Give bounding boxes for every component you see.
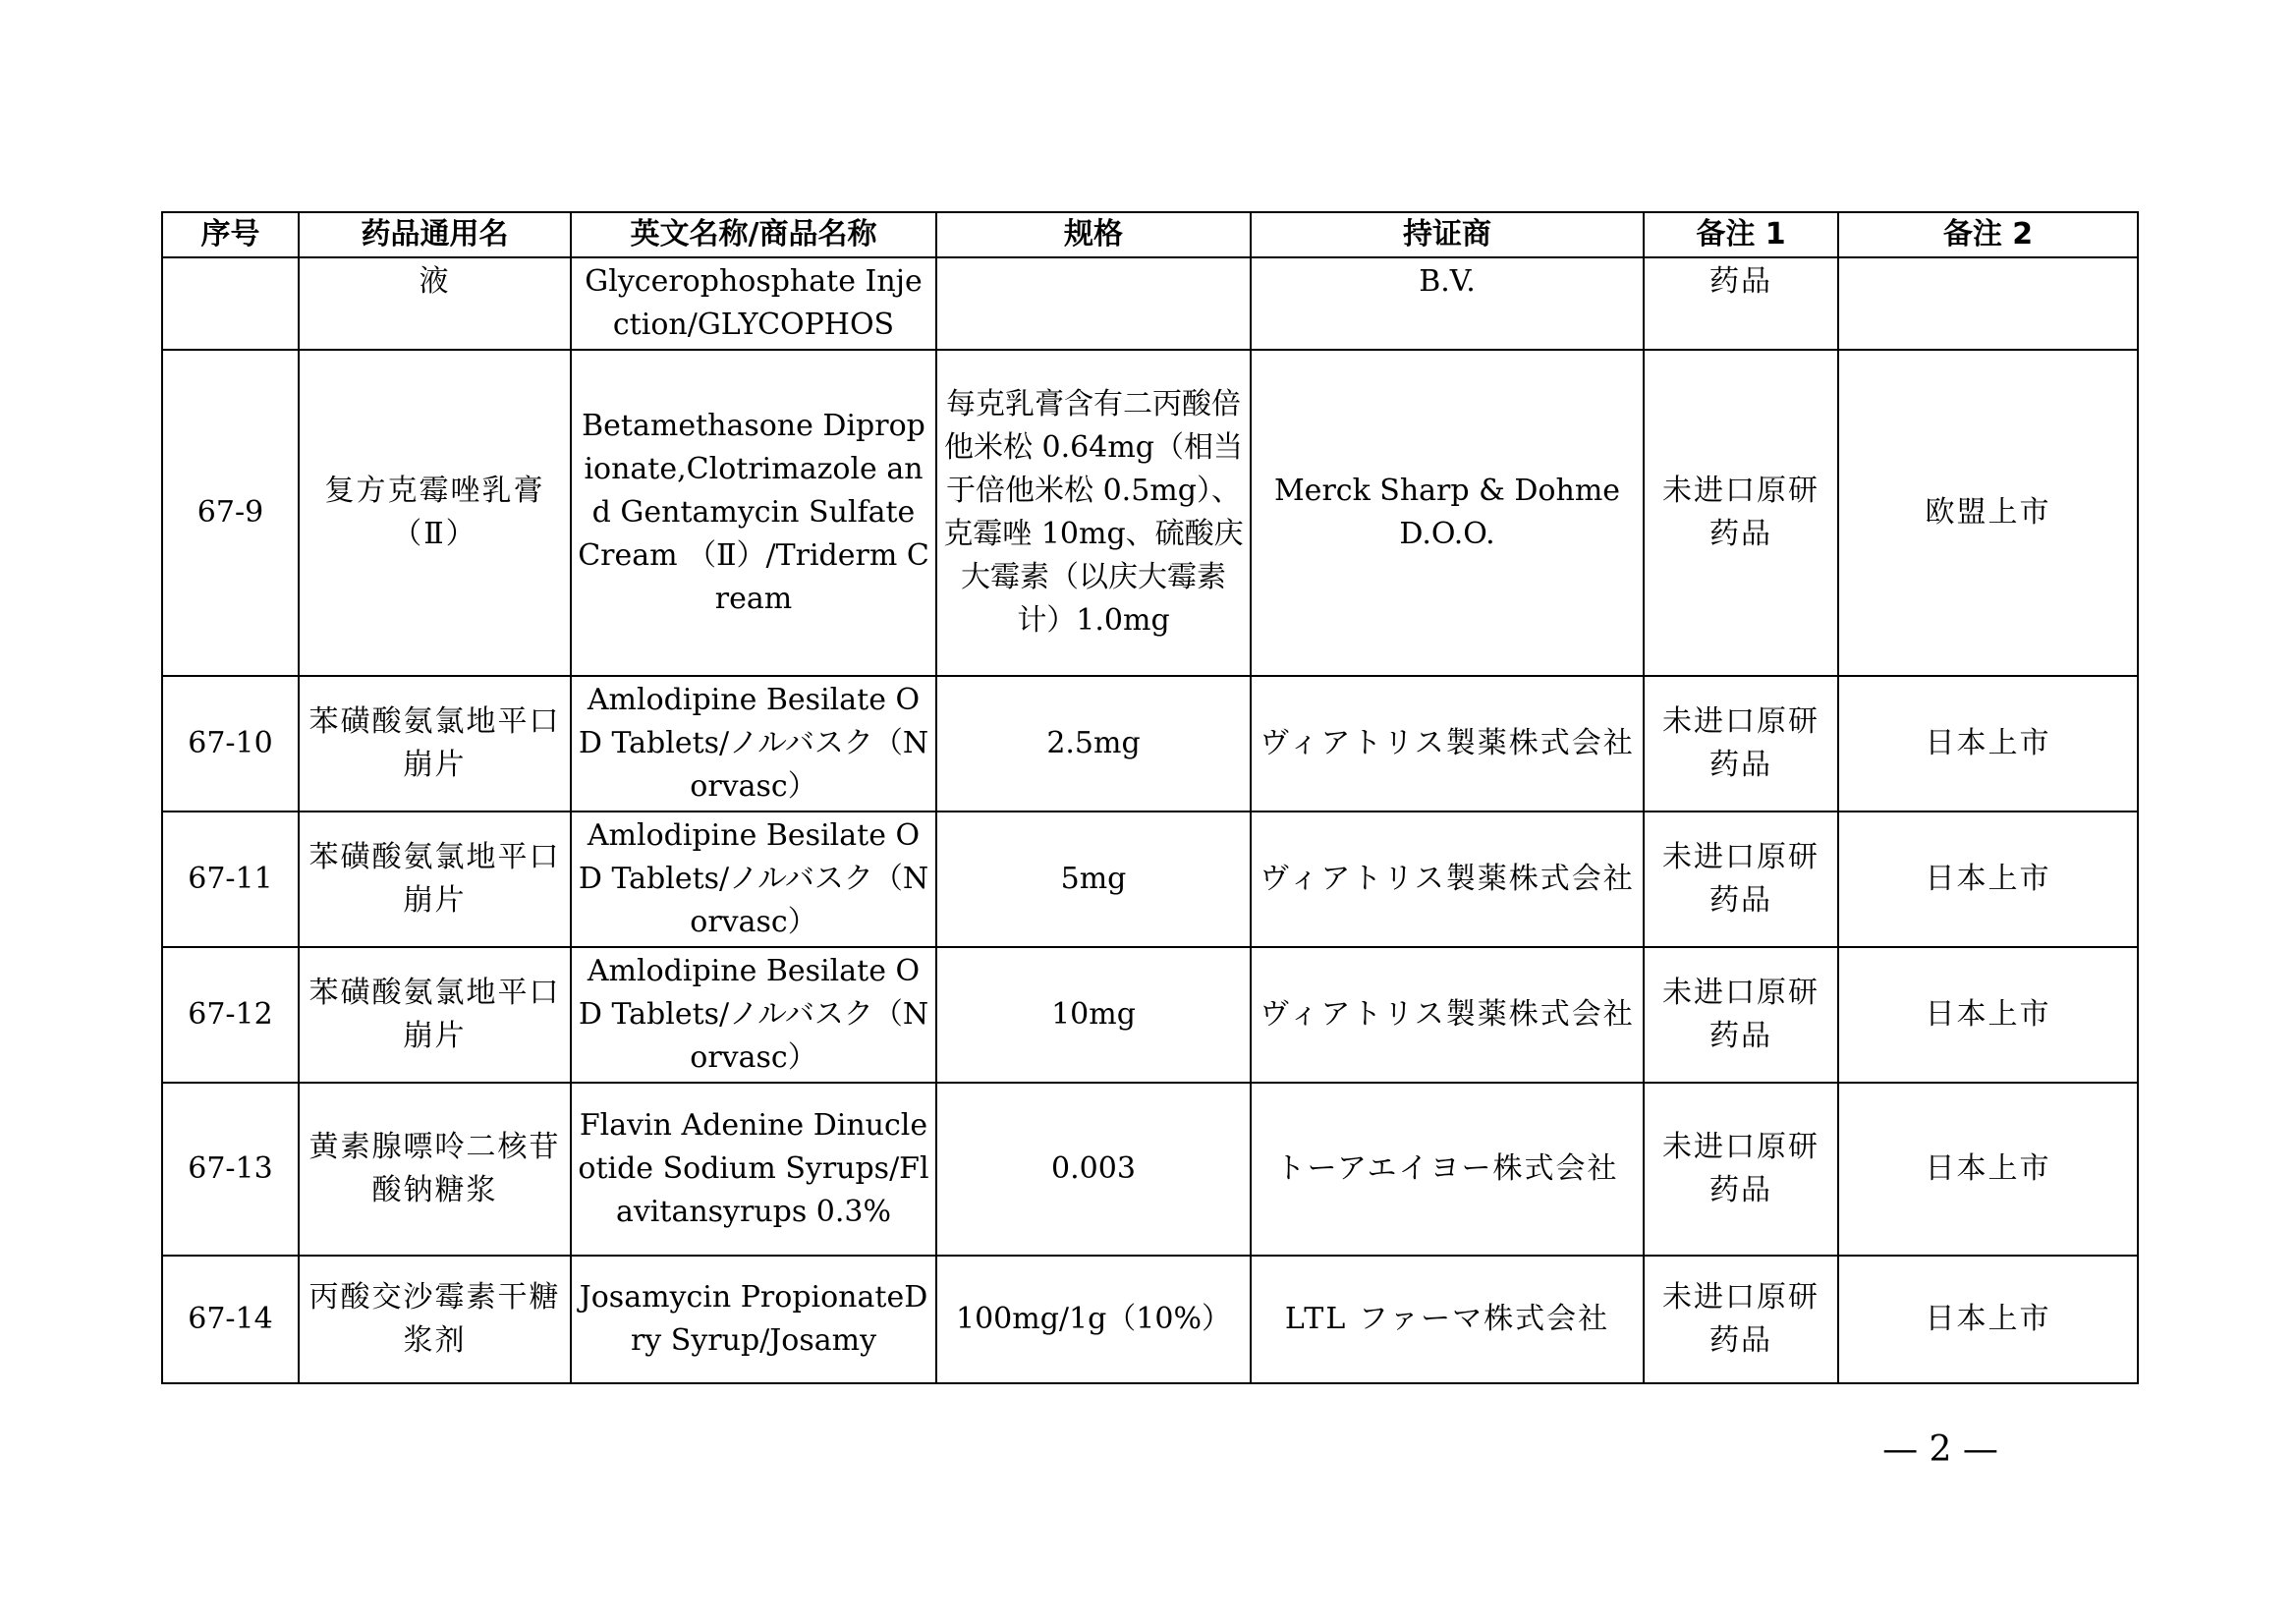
cell-holder: LTL ファーマ株式会社 — [1251, 1256, 1644, 1383]
cell-no: 67-14 — [162, 1256, 299, 1383]
cell-spec: 2.5mg — [936, 676, 1251, 812]
header-spec: 规格 — [936, 212, 1251, 257]
table-row — [162, 1083, 2138, 1256]
header-note-1: 备注 1 — [1644, 212, 1838, 257]
cell-generic-name: 苯磺酸氨氯地平口崩片 — [299, 676, 571, 812]
cell-spec: 5mg — [936, 812, 1251, 947]
cell-english-name: Betamethasone Dipropionate,Clotrimazole and Gentamycin Sulfate Cream （Ⅱ）/Triderm Cream — [571, 350, 936, 676]
cell-note-2: 日本上市 — [1838, 1256, 2138, 1383]
cell-note-2: 日本上市 — [1838, 947, 2138, 1083]
table-row — [162, 350, 2138, 676]
cell-english-name: Amlodipine Besilate OD Tablets/ノルバスク（Norvasc） — [571, 947, 936, 1083]
cell-no: 67-10 — [162, 676, 299, 812]
table-header-row — [162, 212, 2138, 257]
cell-holder: ヴィアトリス製薬株式会社 — [1251, 676, 1644, 812]
drug-table — [161, 211, 2139, 1384]
cell-no: 67-13 — [162, 1083, 299, 1256]
cell-spec — [936, 257, 1251, 350]
table-row — [162, 1256, 2138, 1383]
cell-holder: B.V. — [1251, 257, 1644, 350]
cell-holder: ヴィアトリス製薬株式会社 — [1251, 947, 1644, 1083]
cell-note-1: 未进口原研药品 — [1644, 676, 1838, 812]
header-generic-name: 药品通用名 — [299, 212, 571, 257]
header-english-name: 英文名称/商品名称 — [571, 212, 936, 257]
table-row — [162, 257, 2138, 350]
cell-note-1: 药品 — [1644, 257, 1838, 350]
cell-holder: Merck Sharp & Dohme D.O.O. — [1251, 350, 1644, 676]
cell-generic-name: 丙酸交沙霉素干糖浆剂 — [299, 1256, 571, 1383]
cell-note-1: 未进口原研药品 — [1644, 350, 1838, 676]
cell-holder: トーアエイヨー株式会社 — [1251, 1083, 1644, 1256]
table-row — [162, 812, 2138, 947]
cell-note-1: 未进口原研药品 — [1644, 1256, 1838, 1383]
cell-holder: ヴィアトリス製薬株式会社 — [1251, 812, 1644, 947]
table-row — [162, 676, 2138, 812]
cell-note-2: 日本上市 — [1838, 1083, 2138, 1256]
cell-english-name: Josamycin PropionateDry Syrup/Josamy — [571, 1256, 936, 1383]
cell-english-name: Glycerophosphate Injection/GLYCOPHOS — [571, 257, 936, 350]
cell-generic-name: 黄素腺嘌呤二核苷酸钠糖浆 — [299, 1083, 571, 1256]
header-no: 序号 — [162, 212, 299, 257]
cell-note-1: 未进口原研药品 — [1644, 812, 1838, 947]
cell-spec: 每克乳膏含有二丙酸倍他米松 0.64mg（相当于倍他米松 0.5mg）、克霉唑 10mg、硫酸庆大霉素（以庆大霉素计）1.0mg — [936, 350, 1251, 676]
cell-note-2 — [1838, 257, 2138, 350]
page-number: — 2 — — [1882, 1429, 1998, 1470]
cell-note-2: 日本上市 — [1838, 676, 2138, 812]
cell-note-1: 未进口原研药品 — [1644, 1083, 1838, 1256]
cell-no: 67-12 — [162, 947, 299, 1083]
cell-note-2: 欧盟上市 — [1838, 350, 2138, 676]
cell-spec: 100mg/1g（10%） — [936, 1256, 1251, 1383]
cell-no: 67-11 — [162, 812, 299, 947]
cell-note-1: 未进口原研药品 — [1644, 947, 1838, 1083]
cell-english-name: Flavin Adenine Dinucleotide Sodium Syrups/Flavitansyrups 0.3% — [571, 1083, 936, 1256]
header-holder: 持证商 — [1251, 212, 1644, 257]
cell-generic-name: 液 — [299, 257, 571, 350]
cell-no: 67-9 — [162, 350, 299, 676]
cell-no — [162, 257, 299, 350]
cell-generic-name: 复方克霉唑乳膏（Ⅱ） — [299, 350, 571, 676]
table-row — [162, 947, 2138, 1083]
cell-english-name: Amlodipine Besilate OD Tablets/ノルバスク（Norvasc） — [571, 676, 936, 812]
cell-spec: 10mg — [936, 947, 1251, 1083]
header-note-2: 备注 2 — [1838, 212, 2138, 257]
cell-english-name: Amlodipine Besilate OD Tablets/ノルバスク（Norvasc） — [571, 812, 936, 947]
cell-generic-name: 苯磺酸氨氯地平口崩片 — [299, 812, 571, 947]
cell-generic-name: 苯磺酸氨氯地平口崩片 — [299, 947, 571, 1083]
cell-spec: 0.003 — [936, 1083, 1251, 1256]
cell-note-2: 日本上市 — [1838, 812, 2138, 947]
